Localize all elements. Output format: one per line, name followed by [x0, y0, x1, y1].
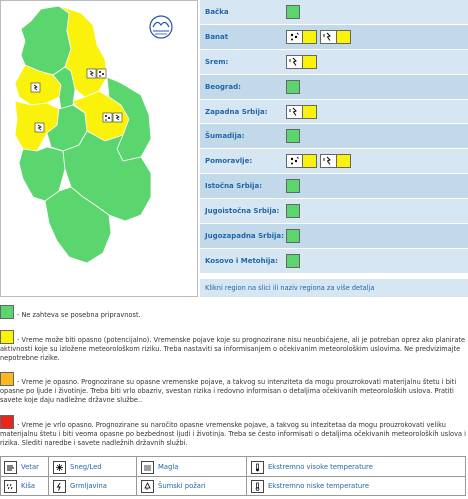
region-warning	[286, 55, 317, 69]
wind-snow-icon	[286, 154, 303, 168]
region-list	[200, 0, 468, 274]
region-hint: Klikni region na slici ili naziv regiona za više detalja	[200, 279, 468, 297]
wind-rain-icon	[320, 30, 337, 44]
icon-legend-item	[53, 459, 102, 475]
forest-fire-icon	[141, 480, 154, 493]
region-name-link[interactable]: Beograd:	[205, 82, 241, 91]
region-warning	[286, 105, 317, 119]
icon-legend-item	[4, 459, 39, 475]
region-row[interactable]	[200, 149, 468, 174]
icon-legend-item	[53, 478, 107, 494]
map-wind-snow-icon	[103, 113, 112, 122]
wind-rain-icon	[286, 55, 303, 69]
warning-level-swatch	[286, 129, 300, 143]
region-row[interactable]	[200, 50, 468, 75]
icon-legend-item	[4, 478, 35, 494]
warning-level-swatch	[337, 154, 351, 168]
warning-level-swatch	[286, 80, 300, 94]
warning-level-swatch	[286, 229, 300, 243]
region-name-link[interactable]: Jugoistočna Srbija:	[205, 207, 280, 216]
warning-level-swatch	[303, 105, 317, 119]
icon-legend-table	[0, 456, 466, 496]
warning-level-swatch	[337, 30, 351, 44]
region-row[interactable]	[200, 224, 468, 249]
region-warning	[286, 204, 300, 218]
legend-orange	[0, 372, 468, 412]
legend-red	[0, 415, 468, 453]
icon-legend-item	[251, 478, 369, 494]
region-name-link[interactable]: Bačka	[205, 7, 229, 16]
warning-level-swatch	[286, 204, 300, 218]
icon-legend-label: Grmljavina	[70, 482, 107, 490]
region-warning	[286, 30, 351, 44]
fog-icon	[141, 461, 154, 474]
legend-yellow-text: - Vreme može biti opasno (potencijalno). Vremenske pojave koje su prognozirane nisu neuobičajene, ali je potreban oprez ako planirate aktivnosti koje su izložene meteorološkom riziku. Treba nastaviti sa informisanjem o očekivanim meteorološkim uslovima. Ne predvizimajte nepotrebne rizike.	[0, 336, 466, 362]
icon-legend-label: Kiša	[21, 482, 36, 490]
region-name-link[interactable]: Jugozapadna Srbija:	[205, 231, 284, 240]
legend-green-text: - Ne zahteva se posebna pripravnost.	[17, 311, 141, 319]
map-wind-rain-icon	[31, 83, 40, 92]
warning-level-swatch	[286, 254, 300, 268]
map-svg	[1, 1, 197, 296]
map-wind-rain-icon	[113, 113, 122, 122]
serbia-warning-map	[0, 0, 198, 297]
icon-legend-item	[251, 459, 373, 475]
icon-legend-label: Ekstremno niske temperature	[268, 482, 370, 490]
legend-green	[0, 305, 468, 323]
legend-yellow	[0, 330, 468, 370]
map-wind-rain-icon	[35, 123, 44, 132]
icon-legend-label: Sneg/Led	[70, 463, 102, 471]
region-name-link[interactable]: Banat	[205, 32, 229, 41]
region-row[interactable]	[200, 100, 468, 125]
snow-ice-icon	[53, 461, 66, 474]
legend-orange-text: - Vreme je opasno. Prognozirane su opasne vremenske pojave, a takvog su intenziteta da mogu prouzrokovati materijalnu štetu i biti opasne po ljude i životinje. Treba biti vrlo obazriv, svestan rizika i redovno informisan o detaljima očekivanih meteoroloških uslova. Pratiti savete koje daju nadležne državne službe..	[0, 378, 457, 404]
high-temperature-icon	[251, 461, 264, 474]
region-warning	[286, 5, 300, 19]
wind-rain-icon	[286, 105, 303, 119]
region-name-link[interactable]: Šumadija:	[205, 132, 245, 141]
region-warning	[286, 129, 300, 143]
region-row[interactable]	[200, 0, 468, 25]
icon-legend-label: Šumski požari	[158, 482, 206, 490]
map-region-backa[interactable]	[21, 6, 71, 75]
region-name-link[interactable]: Zapadna Srbija:	[205, 107, 268, 116]
region-row[interactable]	[200, 199, 468, 224]
warning-level-swatch	[286, 179, 300, 193]
region-warning	[286, 80, 300, 94]
wind-snow-icon	[286, 30, 303, 44]
region-row[interactable]	[200, 249, 468, 274]
legend-red-text: - Vreme je vrlo opasno. Prognozirane su naročito opasne vremenske pojave, a takvog su intezitetaa da mogu prouzrokovati veliku materijalnu štetu i biti veoma opasne po bezbednost ljudi i životinja. Treba se često informisati o detaljima očekivanih meteoroloških uslova i rizika. Slediti naredbe i savete nadležnih državnih službi.	[0, 421, 466, 447]
warning-level-swatch	[303, 55, 317, 69]
thunderstorm-icon	[53, 480, 66, 493]
map-wind-snow-icon	[97, 69, 106, 78]
region-name-link[interactable]: Srem:	[205, 57, 229, 66]
wind-rain-icon	[320, 154, 337, 168]
region-warning	[286, 229, 300, 243]
region-row[interactable]	[200, 25, 468, 50]
region-name-link[interactable]: Pomoravlje:	[205, 157, 253, 166]
region-warning	[286, 179, 300, 193]
region-warning	[286, 154, 351, 168]
icon-legend-label: Vetar	[21, 463, 39, 471]
green-swatch	[0, 305, 14, 319]
region-name-link[interactable]: Istočna Srbija:	[205, 182, 263, 191]
region-name-link[interactable]: Kosovo i Metohija:	[205, 256, 278, 265]
region-row[interactable]	[200, 124, 468, 149]
low-temperature-icon	[251, 480, 264, 493]
warning-level-swatch	[303, 30, 317, 44]
map-wind-rain-icon	[87, 69, 96, 78]
warning-level-swatch	[303, 154, 317, 168]
wind-icon	[4, 461, 17, 474]
icon-legend-label: Ekstremno visoke temperature	[268, 463, 373, 471]
icon-legend-label: Magla	[158, 463, 179, 471]
icon-legend-item	[141, 459, 178, 475]
region-row[interactable]	[200, 174, 468, 199]
rhmz-logo-icon	[150, 16, 172, 38]
warning-level-swatch	[286, 5, 300, 19]
region-row[interactable]	[200, 75, 468, 100]
rain-icon	[4, 480, 17, 493]
icon-legend-item	[141, 478, 206, 494]
region-warning	[286, 254, 300, 268]
